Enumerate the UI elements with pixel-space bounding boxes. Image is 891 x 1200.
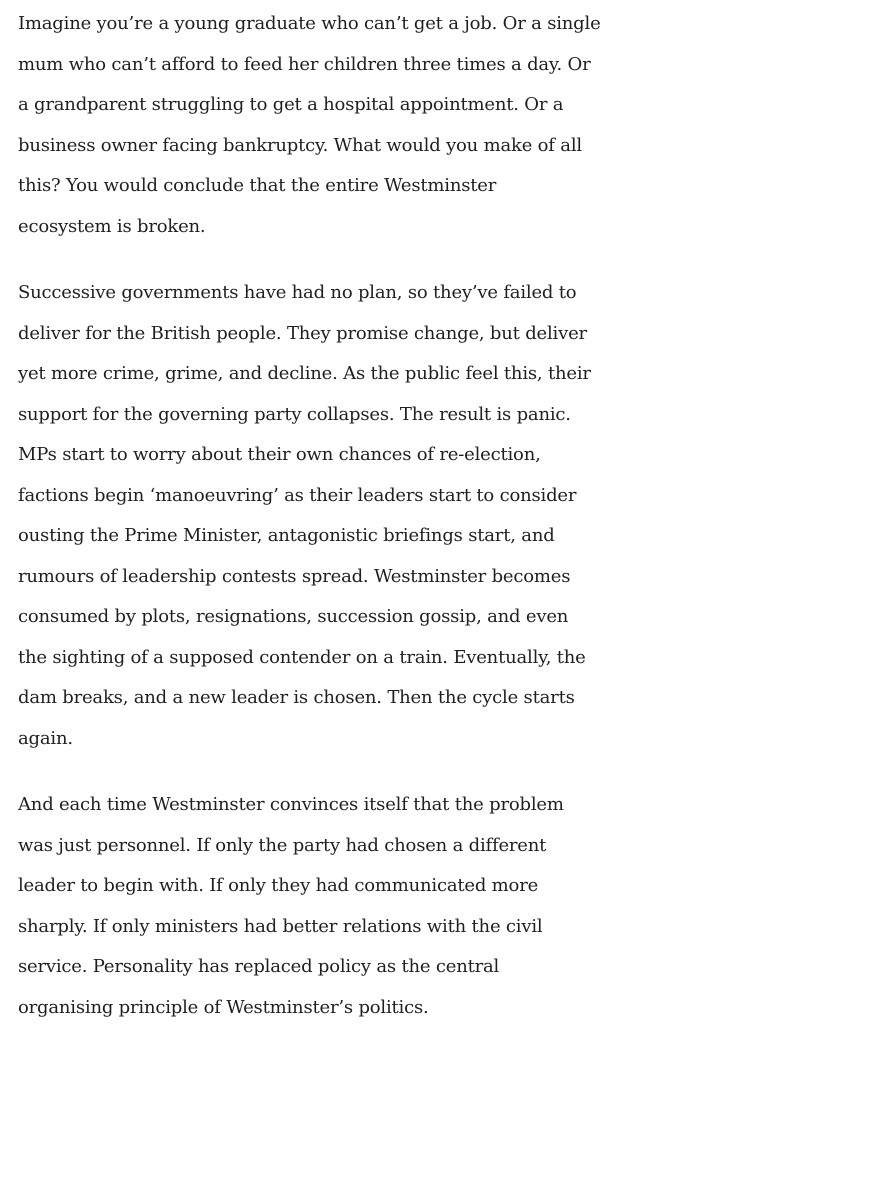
text-line: MPs start to worry about their own chances of re-election, [18,444,541,465]
article-body [18,4,888,1054]
text-line: Imagine you’re a young graduate who can’t get a job. Or a single [18,13,601,34]
text-line: sharply. If only ministers had better relations with the civil [18,915,543,937]
text-line: factions begin ‘manoeuvring’ as their leaders start to consider [18,484,577,506]
paragraph-2 [18,273,888,759]
text-line: ecosystem is broken. [18,215,206,237]
text-line: leader to begin with. If only they had communicated more [18,875,539,896]
text-line: support for the governing party collapses. The result is panic. [18,403,571,425]
text-line: mum who can’t afford to feed her children three times a day. Or [18,53,591,75]
text-line: business owner facing bankruptcy. What would you make of all [18,134,582,156]
text-line: this? You would conclude that the entire Westminster [18,175,497,196]
text-line: a grandparent struggling to get a hospital appointment. Or a [18,94,564,115]
text-line: service. Personality has replaced policy as the central [18,956,500,977]
paragraph-3 [18,785,888,1028]
text-line: deliver for the British people. They promise change, but deliver [18,322,587,344]
text-line: organising principle of Westminster’s politics. [18,996,429,1018]
text-line: was just personnel. If only the party had chosen a different [18,834,547,856]
text-line: And each time Westminster convinces itself that the problem [18,794,564,815]
paragraph-1 [18,4,888,247]
text-line: ousting the Prime Minister, antagonistic briefings start, and [18,525,555,546]
text-line: the sighting of a supposed contender on a train. Eventually, the [18,646,586,668]
text-line: consumed by plots, resignations, succession gossip, and even [18,606,569,627]
text-line: rumours of leadership contests spread. Westminster becomes [18,565,571,587]
text-line: dam breaks, and a new leader is chosen. Then the cycle starts [18,687,575,708]
text-line: again. [18,727,73,749]
text-line: Successive governments have had no plan, so they’ve failed to [18,282,577,303]
text-line: yet more crime, grime, and decline. As the public feel this, their [18,363,591,384]
